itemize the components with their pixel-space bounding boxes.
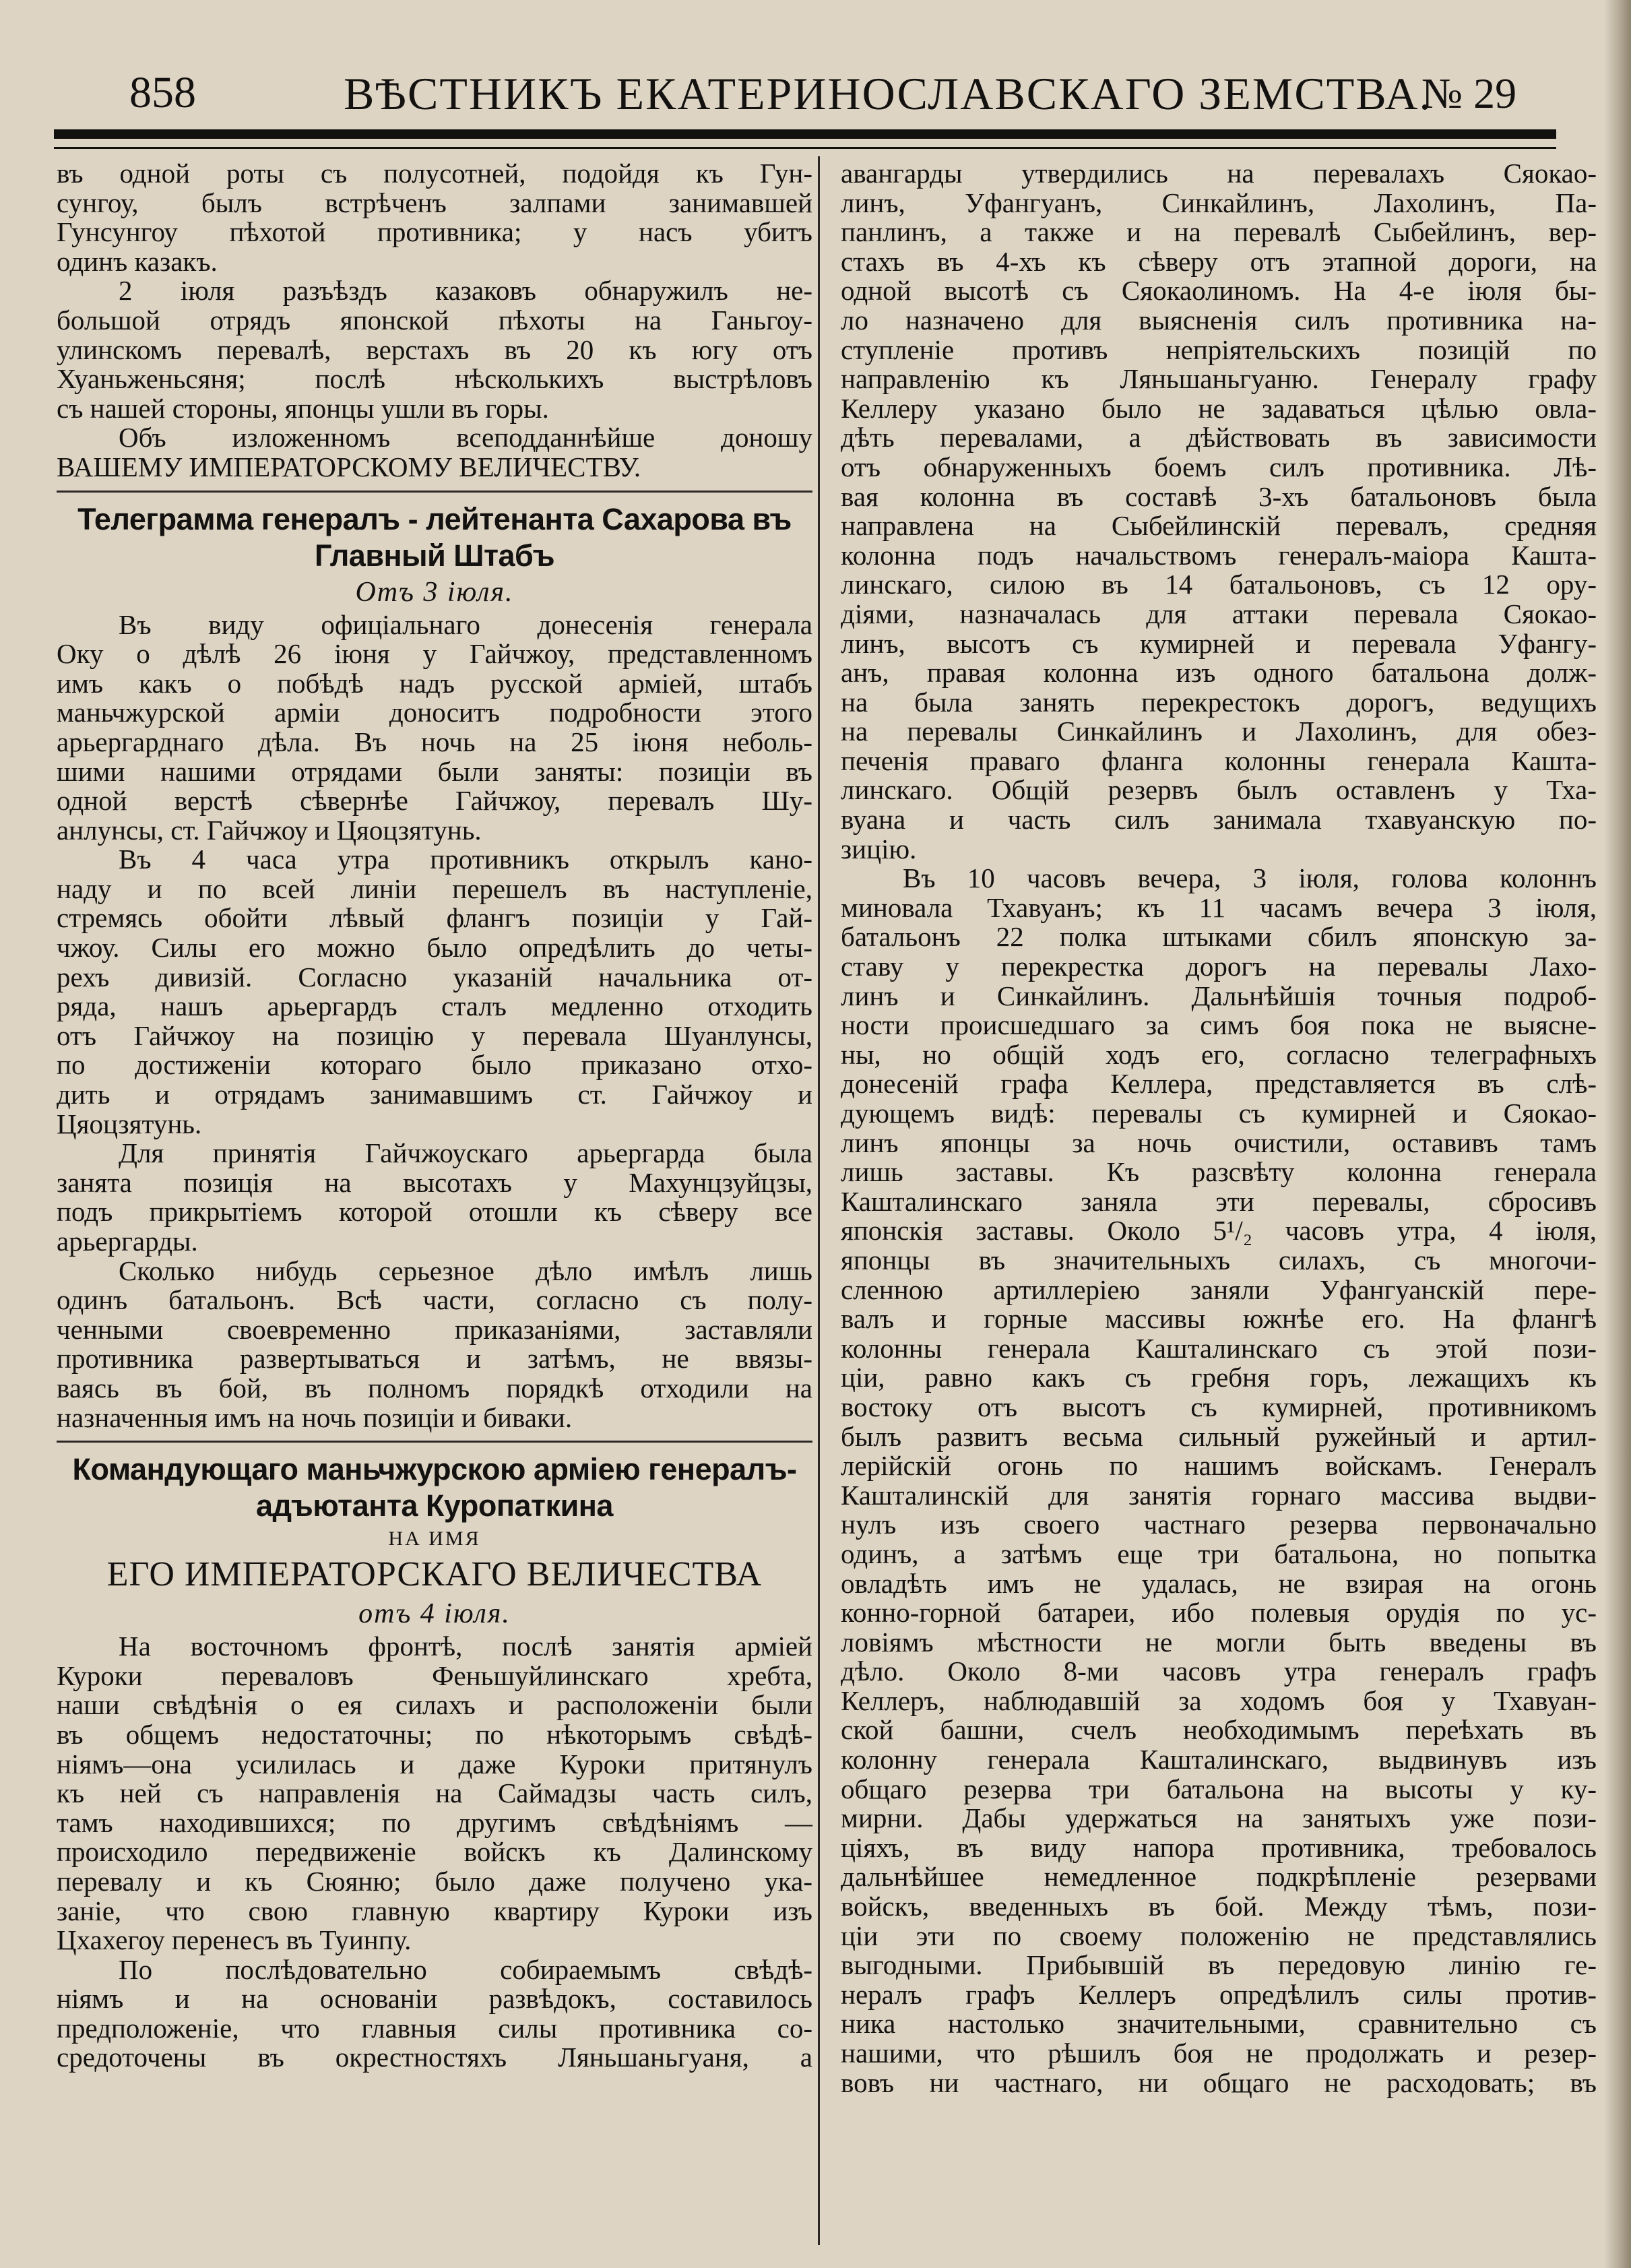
text-line: колонна подъ начальствомъ генералъ-маіора Кашта-: [841, 539, 1597, 571]
text-line: ловіямъ мѣстности не могли быть введены въ: [841, 1626, 1597, 1658]
text-line: Для принятія Гайчжоускаго арьергарда была: [119, 1137, 812, 1169]
text-line: стремясь обойти лѣвый флангъ позиціи у Гай-: [57, 902, 812, 934]
text-line: вовъ ни частнаго, ни общаго не расходовать; въ: [841, 2067, 1597, 2098]
page-number: 858: [129, 68, 196, 117]
dateline: отъ 4 іюля.: [358, 1598, 511, 1630]
text-line: направленію къ Ляньшаньгуаню. Генералу графу: [841, 363, 1597, 395]
text-line: чжоу. Силы его можно было опредѣлить до четы-: [57, 932, 812, 964]
text-line: рехъ дивизій. Согласно указаній начальника от-: [57, 961, 812, 993]
text-line: Въ 10 часовъ вечера, 3 іюля, голова колоннъ: [903, 862, 1597, 894]
right-column: [841, 159, 1597, 2098]
text-line: валъ и горные массивы южнѣе его. На флангѣ: [841, 1303, 1597, 1335]
text-line: ціи, равно какъ съ гребня горъ, лежащихъ къ: [841, 1362, 1597, 1393]
text-line: донесеній графа Келлера, представляется въ слѣ-: [841, 1068, 1597, 1100]
text-line: печенія праваго фланга колонны генерала Кашта-: [841, 745, 1597, 776]
text-line: зицію.: [841, 833, 917, 864]
dateline: Отъ 3 іюля.: [355, 576, 514, 608]
text-line: шими нашими отрядами были заняты: позиціи въ: [57, 755, 812, 787]
text-line: имъ какъ о побѣдѣ надъ русской арміей, штабъ: [57, 667, 812, 699]
text-line: Куроки переваловъ Феньшуйлинскаго хребта,: [57, 1660, 812, 1691]
text-line: вая колонна въ составѣ 3-хъ батальоновъ была: [841, 480, 1597, 512]
text-line: 2 іюля разъѣздъ казаковъ обнаружилъ не-: [119, 275, 812, 307]
left-paragraph-7: [57, 1257, 812, 1433]
text-line: лишь заставы. Къ разсвѣту колонна генерала: [841, 1156, 1597, 1188]
text-line: линскаго, силою въ 14 батальоновъ, съ 12 ору-: [841, 569, 1597, 600]
text-line: Гунсунгоу пѣхотой противника; у насъ убитъ: [57, 216, 812, 248]
text-line: занята позиція на высотахъ у Махунцзуйцзы,: [57, 1166, 812, 1198]
addressee-title: ЕГО ИМПЕРАТОРСКАГО ВЕЛИЧЕСТВА: [106, 1555, 763, 1594]
text-line: овладѣть имъ не удалась, не взирая на огонь: [841, 1567, 1597, 1599]
text-line: подъ прикрытіемъ которой отошли къ сѣверу все: [57, 1196, 812, 1228]
text-line: арьергарды.: [57, 1226, 198, 1257]
text-line: колонны генерала Кашталинскаго съ этой пози-: [841, 1332, 1597, 1364]
left-paragraph-3: [57, 423, 812, 482]
text-line: направлена на Сыбейлинскій перевалъ, средняя: [841, 510, 1597, 542]
text-line: лерійскій огонь по нашимъ войскамъ. Генералъ: [841, 1450, 1597, 1482]
text-line: войскъ, введенныхъ въ бой. Между тѣмъ, пози-: [841, 1891, 1597, 1922]
telegram-heading: [57, 501, 812, 610]
right-paragraph-1: [841, 159, 1597, 864]
text-line: ника настолько значительными, сравнительно съ: [841, 2008, 1597, 2040]
text-line: отъ обнаруженныхъ боемъ силъ противника. Лѣ-: [841, 451, 1597, 482]
text-line: съ нашей стороны, японцы ушли въ горы.: [57, 392, 549, 424]
text-line: одинъ казакъ.: [57, 245, 218, 277]
text-line: колонну генерала Кашталинскаго, выдвинувъ изъ: [841, 1744, 1597, 1775]
text-line: былъ развитъ весьма сильный ружейный и артил-: [841, 1420, 1597, 1452]
text-line: конно-горной батареи, ибо полевыя орудія по ус-: [841, 1597, 1597, 1629]
kuropatkin-heading: [57, 1451, 812, 1632]
text-line: ціи эти по своему положенію не представлялись: [841, 1920, 1597, 1951]
text-line: наду и по всей линіи перешелъ въ наступленіе,: [57, 873, 812, 904]
left-paragraph-9: [57, 1955, 812, 2073]
text-line: сунгоу, былъ встрѣченъ залпами занимавшей: [57, 187, 812, 218]
text-line: одной верстѣ сѣвернѣе Гайчжоу, перевалъ Шу-: [57, 785, 812, 817]
text-line: нералъ графъ Келлеръ опредѣлилъ силы против-: [841, 1978, 1597, 2010]
section-rule: [57, 482, 812, 501]
header-rule-thin: [54, 147, 1556, 149]
heading-line: Главный Штабъ: [314, 538, 555, 573]
text-line: линъ и Синкайлинъ. Дальнѣйшія точныя подроб-: [841, 980, 1597, 1011]
text-line: ской башни, счелъ необходимымъ переѣхать въ: [841, 1714, 1597, 1746]
right-paragraph-2: [841, 864, 1597, 2098]
text-line: Келлеръ, наблюдавшій за ходомъ боя у Тхавуан-: [841, 1684, 1597, 1716]
text-line: происходило передвиженіе войскъ къ Далинскому: [57, 1836, 812, 1868]
text-line: одинъ, а затѣмъ еще три батальона, но попытка: [841, 1538, 1597, 1569]
text-line: средоточены въ окрестностяхъ Ляньшаньгуаня, а: [57, 2042, 812, 2073]
text-line: Келлеру указано было не задаваться цѣлью овла-: [841, 392, 1597, 424]
text-line: наши свѣдѣнія о ея силахъ и расположеніи были: [57, 1689, 812, 1721]
text-line: ступленіе противъ непріятельскихъ позицій по: [841, 334, 1597, 365]
left-paragraph-1: [57, 159, 812, 276]
text-line: анъ, правая колонна изъ одного батальона долж-: [841, 657, 1597, 689]
text-line: Хуаньженьсяня; послѣ нѣсколькихъ выстрѣловъ: [57, 363, 812, 395]
text-line: ваясь въ бой, въ полномъ порядкѣ отходили на: [57, 1372, 812, 1404]
text-line: въ одной роты съ полусотней, подойдя къ Гун-: [57, 158, 812, 189]
text-line: дѣло. Около 8-ми часовъ утра генералъ графъ: [841, 1656, 1597, 1687]
text-line: одинъ батальонъ. Всѣ части, согласно съ полу-: [57, 1284, 812, 1316]
text-line: мирни. Дабы удержаться на занятыхъ уже пози-: [841, 1802, 1597, 1834]
text-line: Оку о дѣлѣ 26 іюня у Гайчжоу, представленномъ: [57, 638, 812, 670]
text-line: анлунсы, ст. Гайчжоу и Цяоцзятунь.: [57, 814, 482, 846]
text-line: Объ изложенномъ всеподданнѣйше доношу: [119, 422, 812, 453]
text-line: дальнѣйшее немедленное подкрѣпленіе резервами: [841, 1861, 1597, 1893]
header-rule-thick: [54, 129, 1556, 139]
left-paragraph-6: [57, 1139, 812, 1256]
section-rule: [57, 1432, 812, 1451]
text-line: Въ 4 часа утра противникъ открылъ кано-: [119, 844, 812, 875]
text-line: ны, но общій ходъ его, согласно телеграфныхъ: [841, 1038, 1597, 1070]
text-line: ности происшедшаго за симъ боя пока не выяснe-: [841, 1009, 1597, 1041]
issue-number: № 29: [1421, 69, 1517, 117]
text-line: миновала Тхавуанъ; къ 11 часамъ вечера 3 іюля,: [841, 891, 1597, 923]
text-line: По послѣдовательно собираемымъ свѣдѣ-: [119, 1953, 812, 1985]
column-divider: [818, 156, 820, 2245]
text-line: по достиженіи котораго было приказано отхо-: [57, 1049, 812, 1081]
text-line: линъ, Уфангуанъ, Синкайлинъ, Лахолинъ, Па-: [841, 187, 1597, 218]
text-line: нашими, что рѣшилъ боя не продолжать и резер-: [841, 2038, 1597, 2069]
text-line: общаго резерва три батальона на высоты у ку-: [841, 1773, 1597, 1804]
text-line: ло назначено для выясненія силъ противника на-: [841, 304, 1597, 336]
text-line: линскаго. Общій резервъ былъ оставленъ у Тха-: [841, 774, 1597, 806]
left-paragraph-2: [57, 276, 812, 423]
text-line: противника развертываться и затѣмъ, не ввязы-: [57, 1343, 812, 1375]
left-paragraph-4: [57, 610, 812, 846]
text-line: батальонъ 22 полка штыками сбилъ японскую за-: [841, 921, 1597, 953]
text-line: панлинъ, а также и на перевалѣ Сыбейлинъ, вер-: [841, 216, 1597, 248]
text-line: дующемъ видѣ: перевалы съ кумирней и Сяокао-: [841, 1098, 1597, 1129]
text-line: на была занять перекрестокъ дорогъ, ведущихъ: [841, 686, 1597, 718]
text-line: дить и отрядамъ занимавшимъ ст. Гайчжоу и: [57, 1079, 812, 1110]
heading-line: адъютанта Куропаткина: [256, 1488, 613, 1523]
text-line: тамъ находившихся; по другимъ свѣдѣніямъ —: [57, 1806, 812, 1838]
left-paragraph-8: [57, 1632, 812, 1955]
text-line: отъ Гайчжоу на позицію у перевала Шуанлунсы,: [57, 1019, 812, 1051]
text-line: японскія заставы. Около 5¹/₂ часовъ утра, 4 іюля,: [841, 1215, 1597, 1247]
page-header: [54, 47, 1549, 135]
text-line: Кашталинскій для занятія горнаго массива выдви-: [841, 1479, 1597, 1511]
text-line: ніямъ и на основаніи развѣдокъ, составилось: [57, 1983, 812, 2015]
text-line: ставу у перекрестка дорогъ на перевалы Лахо-: [841, 951, 1597, 982]
text-line: ніямъ—она усилилась и даже Куроки притянулъ: [57, 1748, 812, 1779]
text-line: сленною артиллеріею заняли Уфангуанскій пере-: [841, 1273, 1597, 1305]
text-line: улинскомъ перевалѣ, верстахъ въ 20 къ югу отъ: [57, 334, 812, 365]
left-column: [57, 159, 812, 2073]
text-line: заніе, что свою главную квартиру Куроки изъ: [57, 1895, 812, 1926]
left-paragraph-5: [57, 845, 812, 1139]
text-line: линъ японцы за ночь очистили, оставивъ тамъ: [841, 1127, 1597, 1158]
addressee-label: НА ИМЯ: [388, 1527, 481, 1550]
text-line: стахъ въ 4-хъ къ сѣверу отъ этапной дороги, на: [841, 245, 1597, 277]
text-line: ВАШЕМУ ИМПЕРАТОРСКОМУ ВЕЛИЧЕСТВУ.: [57, 451, 641, 482]
text-line: нулъ изъ своего частнаго резерва первоначально: [841, 1509, 1597, 1540]
text-line: Цхахегоу перенесъ въ Туинпу.: [57, 1924, 412, 1956]
text-line: ціяхъ, въ виду напора противника, требовалось: [841, 1831, 1597, 1863]
text-line: вуана и часть силъ занимала тхавуанскую по-: [841, 804, 1597, 836]
heading-line: Командующаго маньчжурскою арміею генералъ-: [72, 1452, 797, 1487]
text-line: авангарды утвердились на перевалахъ Сяокао-: [841, 158, 1597, 189]
text-line: арьергарднаго дѣла. Въ ночь на 25 іюня неболь-: [57, 726, 812, 757]
text-line: японцы въ значительныхъ силахъ, съ многочи-: [841, 1244, 1597, 1275]
text-line: На восточномъ фронтѣ, послѣ занятія арміей: [119, 1631, 812, 1662]
text-line: востоку отъ высотъ съ кумирней, противникомъ: [841, 1391, 1597, 1422]
text-line: діями, назначалась для аттаки перевала Сяокао-: [841, 598, 1597, 629]
text-line: назначенныя имъ на ночь позиціи и биваки.: [57, 1401, 573, 1433]
text-line: Кашталинскаго заняла эти перевалы, сбросивъ: [841, 1185, 1597, 1217]
text-line: Въ виду офиціальнаго донесенія генерала: [119, 608, 812, 640]
text-line: одной высотѣ съ Сяокаолиномъ. На 4-е іюля бы-: [841, 275, 1597, 307]
text-line: перевалу и къ Сюяню; было даже получено ука-: [57, 1865, 812, 1897]
text-line: предположеніе, что главныя силы противника со-: [57, 2012, 812, 2044]
text-line: на перевалы Синкайлинъ и Лахолинъ, для обез-: [841, 716, 1597, 747]
text-line: къ ней съ направленія на Саймадзы часть силъ,: [57, 1777, 812, 1809]
heading-line: Телеграмма генералъ - лейтенанта Сахарова въ: [77, 501, 792, 536]
text-line: маньчжурской арміи доноситъ подробности этого: [57, 697, 812, 728]
text-line: линъ, высотъ съ кумирней и перевала Уфангу-: [841, 627, 1597, 659]
text-line: большой отрядъ японской пѣхоты на Ганьгоу-: [57, 304, 812, 336]
text-line: ряда, нашъ арьергардъ сталъ медленно отходить: [57, 990, 812, 1022]
masthead-title: ВѢСТНИКЪ ЕКАТЕРИНОСЛАВСКАГО ЗЕМСТВА.: [344, 68, 1432, 119]
text-line: въ общемъ недостаточны; по нѣкоторымъ свѣдѣ-: [57, 1718, 812, 1750]
text-line: Цяоцзятунь.: [57, 1108, 202, 1139]
text-line: Сколько нибудь серьезное дѣло имѣлъ лишь: [119, 1255, 812, 1286]
text-line: выгодными. Прибывшій въ передовую линію ге-: [841, 1949, 1597, 1981]
page-edge-shadow: [1604, 0, 1631, 2268]
text-line: ченными своевременно приказаніями, заставляли: [57, 1313, 812, 1345]
text-line: дѣть перевалами, а дѣйствовать въ зависимости: [841, 422, 1597, 453]
